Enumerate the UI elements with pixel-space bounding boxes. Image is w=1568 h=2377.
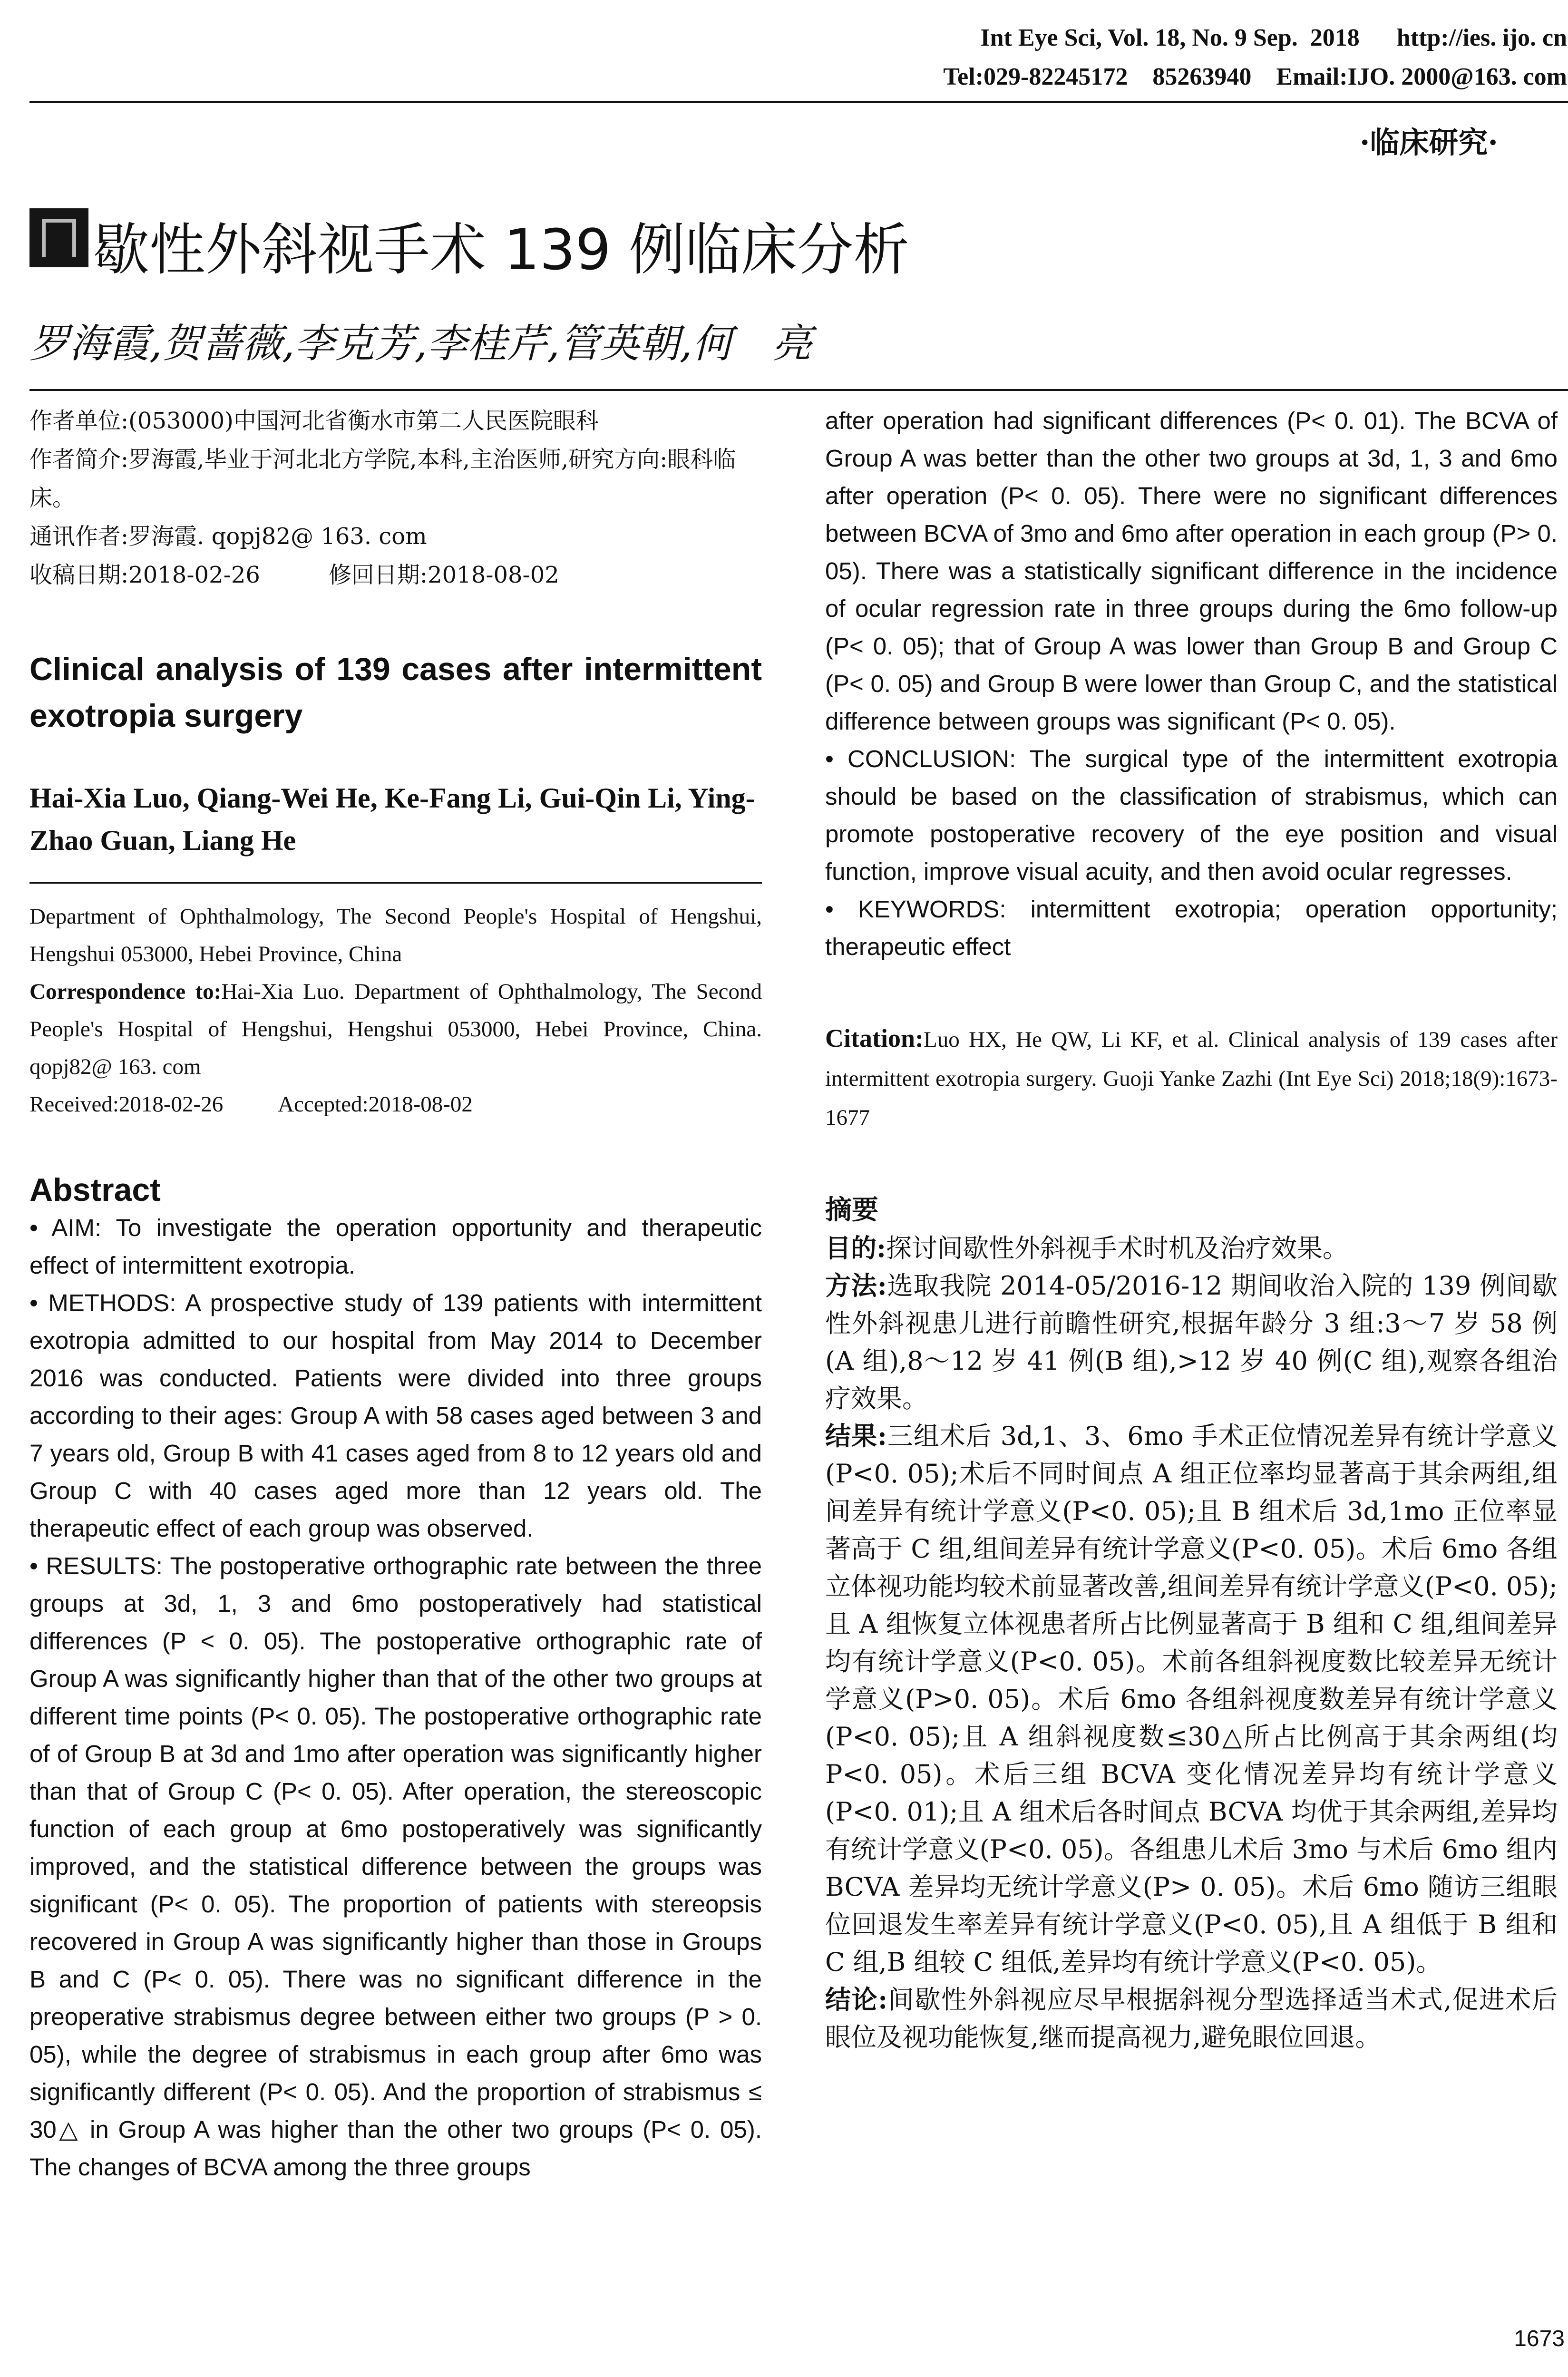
- abstract-results: • RESULTS: The postoperative orthographic rate between the three groups at 3d, 1, 3 and 6mo postoperatively had statistical differences (P < 0. 05). The postoperative orthographic rate of Group A was significantly higher than that of the other two groups at different time points (P< 0. 05). The postoperative orthographic rate of of Group B at 3d and 1mo after operation was significantly higher than that of Group C (P< 0. 05). After operation, the stereoscopic function of each group at 6mo postoperatively was significantly improved, and the statistical difference between the groups was significant (P< 0. 05). The proportion of patients with stereopsis recovered in Group A was significantly higher than those in Groups B and C (P< 0. 05). There was no significant difference in the preoperative strabismus degree between either two groups (P > 0. 05), while the degree of strabismus in each group after 6mo was significantly different (P< 0. 05). And the proportion of strabismus ≤ 30△ in Group A was higher than the other two groups (P< 0. 05). The changes of BCVA among the three groups: [29, 1552, 762, 2181]
- title-initial-glyph-icon: [29, 208, 88, 267]
- abstract-aim: • AIM: To investigate the operation opportunity and therapeutic effect of intermittent exotropia.: [29, 1214, 762, 1279]
- english-author-info: [29, 898, 762, 1123]
- title-rule: [29, 389, 1568, 391]
- citation-label: Citation:: [825, 1024, 924, 1052]
- header-rule: [29, 101, 1568, 103]
- affiliation-cn: 作者单位:(053000)中国河北省衡水市第二人民医院眼科: [29, 408, 599, 434]
- author-bio-cn: 作者简介:罗海霞,毕业于河北北方学院,本科,主治医师,研究方向:眼科临床。: [29, 446, 736, 511]
- page-number: 1673: [1514, 2326, 1565, 2351]
- conclusion-label-cn: 结论:: [825, 1984, 888, 2015]
- correspondence-en: [29, 973, 762, 1086]
- journal-header-line2: Tel:029-82245172 85263940 Email:IJO. 2000@163. com: [943, 63, 1567, 90]
- article-title: 歇性外斜视手术 139 例临床分析: [93, 217, 910, 283]
- left-column: [29, 402, 762, 2186]
- citation: [825, 1019, 1558, 1137]
- english-title: Clinical analysis of 139 cases after intermittent exotropia surgery: [29, 651, 762, 734]
- citation-text: Luo HX, He QW, Li KF, et al. Clinical analysis of 139 cases after intermittent exotropia surgery. Guoji Yanke Zazhi (Int Eye Sci) 2018;18(9):1673-1677: [825, 1027, 1558, 1130]
- department-en: Department of Ophthalmology, The Second People's Hospital of Hengshui, Hengshui 053000, Hebei Province, China: [29, 904, 762, 966]
- journal-header-line1: Int Eye Sci, Vol. 18, No. 9 Sep. 2018 http://ies. ijo. cn: [980, 24, 1567, 51]
- chinese-abstract-methods: [825, 1267, 1558, 1417]
- chinese-abstract-aim: [825, 1229, 1558, 1267]
- glyph-frame: [42, 219, 76, 257]
- methods-label-cn: 方法:: [825, 1270, 887, 1301]
- chinese-abstract-conclusion: [825, 1981, 1558, 2056]
- methods-text-cn: 选取我院 2014-05/2016-12 期间收治入院的 139 例间歇性外斜视患儿进行前瞻性研究,根据年龄分 3 组:3～7 岁 58 例(A 组),8～12 岁 41 例(B 组),>12 岁 40 例(C 组),观察各组治疗效果。: [825, 1271, 1558, 1413]
- author-info-rule: [29, 882, 762, 884]
- chinese-abstract-heading: 摘要: [825, 1194, 878, 1226]
- results-text-cn: 三组术后 3d,1、3、6mo 手术正位情况差异有统计学意义(P<0. 05);术后不同时间点 A 组正位率均显著高于其余两组,组间差异有统计学意义(P<0. 05);且 B 组术后 3d,1mo 正位率显著高于 C 组,组间差异有统计学意义(P<0. 05)。术后 6mo 各组立体视功能均较术前显著改善,组间差异有统计学意义(P<0. 05);且 A 组恢复立体视患者所占比例显著高于 B 组和 C 组,组间差异均有统计学意义(P<0. 05)。术前各组斜视度数比较差异无统计学意义(P>0. 05)。术后 6mo 各组斜视度数差异有统计学意义(P<0. 05);且 A 组斜视度数≤30△所占比例高于其余两组(均 P<0. 05)。术后三组 BCVA 变化情况差异均有统计学意义(P<0. 01);且 A 组术后各时间点 BCVA 均优于其余两组,差异均有统计学意义(P<0. 05)。各组患儿术后 3mo 与术后 6mo 组内 BCVA 差异均无统计学意义(P> 0. 05)。术后 6mo 随访三组眼位回退发生率差异有统计学意义(P<0. 05),且 A 组低于 B 组和 C 组,B 组较 C 组低,差异均有统计学意义(P<0. 05)。: [825, 1421, 1558, 1977]
- abstract-heading: Abstract: [29, 1172, 161, 1208]
- right-column: [825, 402, 1558, 2056]
- correspondence-text: Hai-Xia Luo. Department of Ophthalmology, The Second People's Hospital of Hengshui, Hengshui 053000, Hebei Province, China. qopj82@ 163. com: [29, 979, 762, 1079]
- corresponding-author-cn: 通讯作者:罗海霞. qopj82@ 163. com: [29, 523, 427, 550]
- abstract-results-continued: after operation had significant differences (P< 0. 01). The BCVA of Group A was better than the other two groups at 3d, 1, 3 and 6mo after operation (P< 0. 05). There were no significant differences between BCVA of 3mo and 6mo after operation in each group (P> 0. 05). There was a statistically significant difference in the incidence of ocular regression rate in three groups during the 6mo follow-up (P< 0. 05); that of Group A was lower than Group B and Group C (P< 0. 05) and Group B were lower than Group C, and the statistical difference between groups was significant (P< 0. 05).: [825, 407, 1558, 735]
- dates-cn: 收稿日期:2018-02-26 修回日期:2018-08-02: [29, 562, 559, 588]
- results-label-cn: 结果:: [825, 1421, 887, 1451]
- aim-label-cn: 目的:: [825, 1233, 886, 1263]
- aim-text-cn: 探讨间歇性外斜视手术时机及治疗效果。: [886, 1233, 1348, 1263]
- section-tag: ·临床研究·: [1359, 125, 1498, 160]
- chinese-author-info: [29, 402, 762, 594]
- received-accepted: Received:2018-02-26 Accepted:2018-08-02: [29, 1092, 473, 1117]
- abstract-conclusion: • CONCLUSION: The surgical type of the intermittent exotropia should be based on the classification of strabismus, which can promote postoperative recovery of the eye position and visual function, improve visual acuity, and then avoid ocular regresses.: [825, 745, 1558, 885]
- abstract-methods: • METHODS: A prospective study of 139 patients with intermittent exotropia admitted to our hospital from May 2014 to December 2016 was conducted. Patients were divided into three groups according to their ages: Group A with 58 cases aged between 3 and 7 years old, Group B with 41 cases aged from 8 to 12 years old and Group C with 40 cases aged more than 12 years old. The therapeutic effect of each group was observed.: [29, 1289, 762, 1542]
- authors-chinese: 罗海霞,贺蔷薇,李克芳,李桂芹,管英朝,何 亮: [29, 320, 812, 367]
- abstract-keywords: • KEYWORDS: intermittent exotropia; operation opportunity; therapeutic effect: [825, 896, 1558, 960]
- conclusion-text-cn: 间歇性外斜视应尽早根据斜视分型选择适当术式,促进术后眼位及视功能恢复,继而提高视力,避免眼位回退。: [825, 1985, 1558, 2052]
- correspondence-label: Correspondence to:: [29, 979, 222, 1004]
- chinese-abstract-results: [825, 1417, 1558, 1981]
- english-authors: Hai-Xia Luo, Qiang-Wei He, Ke-Fang Li, Gui-Qin Li, Ying-Zhao Guan, Liang He: [29, 782, 755, 856]
